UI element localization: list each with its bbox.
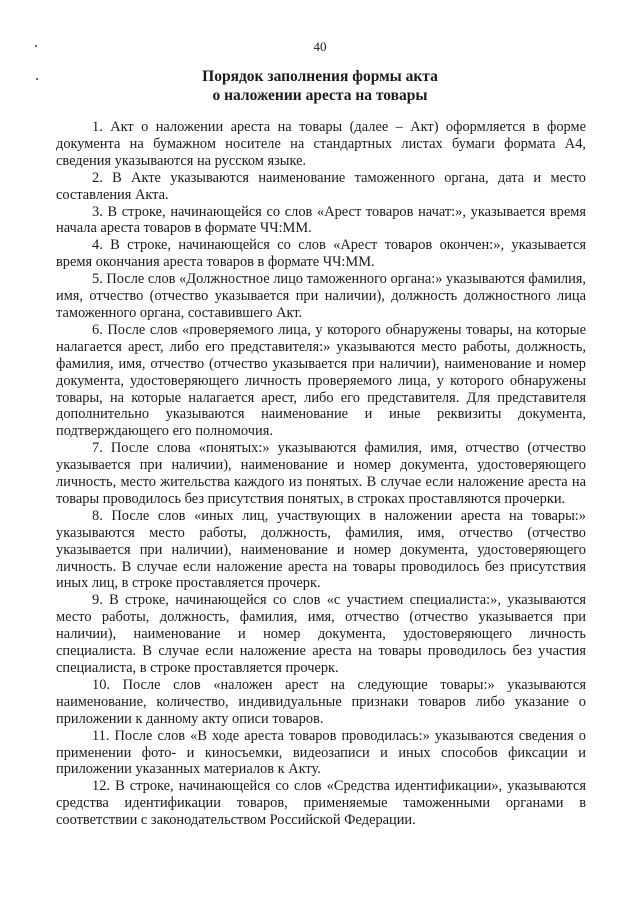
paragraph-8: 8. После слов «иных лиц, участвующих в наложении ареста на товары:» указываются место работы, должность, фамилия, имя, отчество (отчество указывается при наличии), наименование и номер документа, удостоверяющего личность. В случае если наложение ареста на товары проводилось без присутствия иных лиц, в строке проставляется прочерк. xyxy=(56,507,586,592)
paragraph-5: 5. После слов «Должностное лицо таможенного органа:» указываются фамилия, имя, отчество (отчество указывается при наличии), должность должностного лица таможенного органа, составившего Акт. xyxy=(56,271,586,321)
document-title xyxy=(0,67,640,105)
paragraph-6: 6. После слов «проверяемого лица, у которого обнаружены товары, на которые налагается арест, либо его представителя:» указываются место работы, должность, фамилия, имя, отчество (отчество указывается при наличии), наименование и номер документа, удостоверяющего личность проверяемого лица, у которого обнаружены товары, на которые налагается арест, либо его представителя. Для представителя дополнительно указываются наименование и иные реквизиты документа, подтверждающего его полномочия. xyxy=(56,321,586,440)
paragraph-3: 3. В строке, начинающейся со слов «Арест товаров начат:», указывается время начала ареста товаров в формате ЧЧ:ММ. xyxy=(56,203,586,237)
paragraph-11: 11. После слов «В ходе ареста товаров проводилась:» указываются сведения о применении фото- и киносъемки, видеозаписи и иных способов фиксации и приложении указанных материалов к Акту. xyxy=(56,727,586,778)
paragraph-2: 2. В Акте указываются наименование таможенного органа, дата и место составления Акта. xyxy=(56,169,586,203)
paragraph-1: 1. Акт о наложении ареста на товары (далее – Акт) оформляется в форме документа на бумажном носителе на стандартных листах бумаги формата А4, сведения указываются на русском языке. xyxy=(56,119,586,169)
paragraph-10: 10. После слов «наложен арест на следующие товары:» указываются наименование, количество, индивидуальные признаки товаров либо указание о приложении к данному акту описи товаров. xyxy=(56,676,586,727)
paragraph-7: 7. После слова «понятых:» указываются фамилия, имя, отчество (отчество указывается при наличии), наименование и номер документа, удостоверяющего личность, место жительства каждого из понятых. В случае если наложение ареста на товары проводилось без присутствия понятых, в строках проставляются прочерки. xyxy=(56,440,586,507)
paragraph-12: 12. В строке, начинающейся со слов «Средства идентификации», указываются средства идентификации товаров, применяемые таможенными органами в соответствии с законодательством Российской Федерации. xyxy=(56,778,586,829)
title-line-2: о наложении ареста на товары xyxy=(212,87,428,104)
document-body xyxy=(56,119,586,829)
paragraph-9: 9. В строке, начинающейся со слов «с участием специалиста:», указываются место работы, должность, фамилия, имя, отчество (отчество указывается при наличии), наименование и номер документа, удостоверяющего личность специалиста. В случае если наложение ареста на товары проводилось без участия специалиста, в строке проставляется прочерк. xyxy=(56,592,586,676)
page-number: 40 xyxy=(313,39,327,54)
title-line-1: Порядок заполнения формы акта xyxy=(202,68,438,85)
paragraph-4: 4. В строке, начинающейся со слов «Арест товаров окончен:», указывается время окончания ареста товаров в формате ЧЧ:ММ. xyxy=(56,237,586,271)
